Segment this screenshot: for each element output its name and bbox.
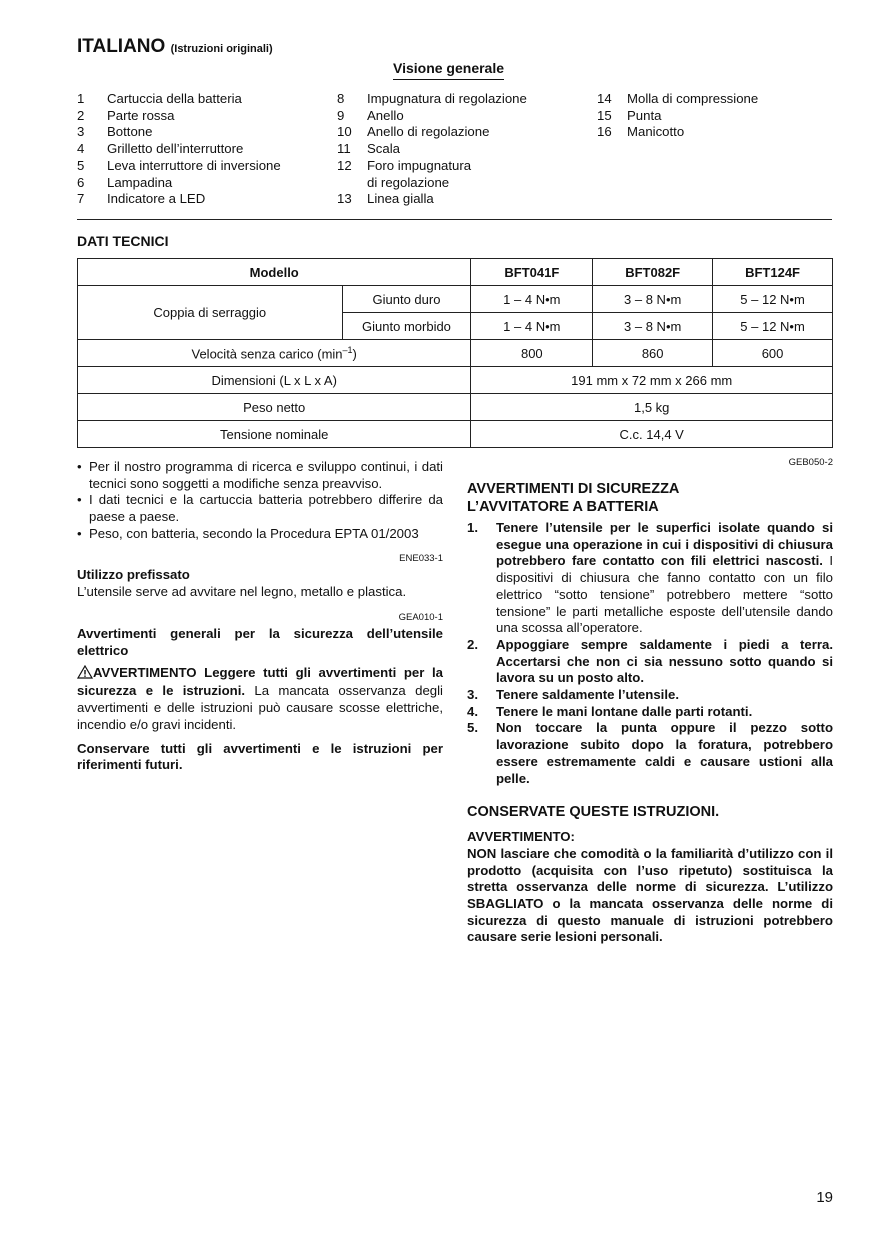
warning-triangle-icon <box>77 665 93 684</box>
intended-use-heading: Utilizzo prefissato <box>77 567 190 583</box>
table-cell: 3 – 8 N•m <box>593 286 713 313</box>
language-heading: ITALIANO <box>77 36 166 57</box>
model-label: Modello <box>78 259 471 286</box>
dimensions-label: Dimensioni (L x L x A) <box>78 367 471 394</box>
section-code: ENE033-1 <box>399 552 443 564</box>
list-item: 14 Molla di compressione <box>597 91 759 106</box>
table-row <box>78 367 833 394</box>
warning-text: NON lasciare che comodità o la familiarità d’utilizzo con il prodotto (acquisita con l’uso ripetuto) sostituisca la stretta osservanza delle norme di sicurezza. L’utilizzo SBAGLIATO o la mancata osservanza delle norme di sicurezza di questo manuale di istruzioni potrebbero causare serie lesioni personali. <box>467 845 833 945</box>
model-cell: BFT082F <box>593 259 713 286</box>
table-row <box>78 340 833 367</box>
list-item: 9 Anello <box>337 107 404 123</box>
specs-title: DATI TECNICI <box>77 233 169 249</box>
weight-label: Peso netto <box>78 394 471 421</box>
model-cell: BFT124F <box>713 259 833 286</box>
list-item: 4. Tenere le mani lontane dalle parti rotanti. <box>467 703 753 719</box>
table-row <box>78 286 833 313</box>
table-cell: 1 – 4 N•m <box>471 313 593 340</box>
list-item: • I dati tecnici e la cartuccia batteria potrebbero differire da paese a paese. <box>77 492 443 525</box>
hard-joint-label: Giunto duro <box>342 286 471 313</box>
table-cell: 1,5 kg <box>471 394 833 421</box>
table-cell: 3 – 8 N•m <box>593 313 713 340</box>
table-cell: 800 <box>471 340 593 367</box>
list-item: 8 Impugnatura di regolazione <box>337 91 527 106</box>
warning-label: AVVERTIMENTO: <box>467 829 575 845</box>
table-cell: C.c. 14,4 V <box>471 421 833 448</box>
table-row <box>78 394 833 421</box>
table-cell: 860 <box>593 340 713 367</box>
list-item: 4 Grilletto dell’interruttore <box>77 141 244 157</box>
soft-joint-label: Giunto morbido <box>342 313 471 340</box>
list-item: 1 Cartuccia della batteria <box>77 91 242 106</box>
torque-label: Coppia di serraggio <box>78 286 343 340</box>
voltage-label: Tensione nominale <box>78 421 471 448</box>
list-item: 11 Scala <box>337 141 400 157</box>
list-item: 16 Manicotto <box>597 124 685 140</box>
section-divider <box>77 219 832 220</box>
table-row <box>78 259 833 286</box>
safety-list <box>467 520 833 787</box>
table-cell: 600 <box>713 340 833 367</box>
general-safety-heading: Avvertimenti generali per la sicurezza dell’utensile elettrico <box>77 626 443 659</box>
list-item: 12 Foro impugnatura <box>337 157 472 173</box>
list-item: 15 Punta <box>597 107 662 123</box>
page-title <box>77 36 273 58</box>
list-item: 5 Leva interruttore di inversione <box>77 157 281 173</box>
list-item: 1. Tenere l’utensile per le superfici isolate quando si esegue una operazione in cui i dispositivi di chiusura potrebbero fare contatto con fili elettrici nascosti. I dispositivi di chiusura che fanno contatto con un filo elettrico “sotto tensione” potrebbero mettere “sotto tensione” le parti metalliche esposte dell’utensile dando una scossa all’operatore. <box>467 520 833 636</box>
table-cell: 191 mm x 72 mm x 266 mm <box>471 367 833 394</box>
model-cell: BFT041F <box>471 259 593 286</box>
list-item: • Peso, con batteria, secondo la Procedura EPTA 01/2003 <box>77 525 419 541</box>
table-cell: 5 – 12 N•m <box>713 286 833 313</box>
list-item: 10 Anello di regolazione <box>337 124 490 140</box>
table-row <box>78 421 833 448</box>
list-item: • Per il nostro programma di ricerca e sviluppo continui, i dati tecnici sono soggetti a modifiche senza preavviso. <box>77 459 443 491</box>
specs-table <box>77 258 833 448</box>
speed-label: Velocità senza carico $(\min^{-1})$ <box>78 340 471 367</box>
section-code: GEB050-2 <box>788 457 833 468</box>
list-item: 2. Appoggiare sempre saldamente i piedi a terra. Accertarsi che non ci sia nessuno sotto quando si lavora su un posto alto. <box>467 636 833 686</box>
intended-use-text: L’utensile serve ad avvitare nel legno, metallo e plastica. <box>77 583 407 599</box>
list-item: 5. Non toccare la punta oppure il pezzo sotto lavorazione subito dopo la foratura, potrebbero essere estremamente caldi e causare ustioni alla pelle. <box>467 720 833 786</box>
parts-list-column-2 <box>337 91 592 208</box>
list-item: 13 Linea gialla <box>337 191 434 207</box>
right-column <box>467 457 833 946</box>
table-cell: 1 – 4 N•m <box>471 286 593 313</box>
table-cell: 5 – 12 N•m <box>713 313 833 340</box>
general-warning: AVVERTIMENTO Leggere tutti gli avvertimenti per la sicurezza e le istruzioni. La mancata osservanza degli avvertimenti e delle istruzioni può causare scosse elettriche, incendio e/o gravi incidenti. <box>77 664 443 732</box>
list-item: 3. Tenere saldamente l’utensile. <box>467 687 679 703</box>
page-number: 19 <box>816 1189 833 1206</box>
language-subtitle: (Istruzioni originali) <box>170 43 273 55</box>
parts-list-column-1 <box>77 91 332 208</box>
list-item: 2 Parte rossa <box>77 107 175 123</box>
parts-list-column-3 <box>597 91 832 141</box>
list-item: 6 Lampadina <box>77 174 173 190</box>
section-code: GEA010-1 <box>398 611 443 623</box>
overview-heading: Visione generale <box>393 60 504 80</box>
list-item: 3 Bottone <box>77 124 153 140</box>
screwdriver-safety-heading: AVVERTIMENTI DI SICUREZZA L’AVVITATORE A BATTERIA <box>467 481 680 515</box>
left-column <box>77 459 443 774</box>
list-item: 7 Indicatore a LED <box>77 191 206 207</box>
conserve-heading: CONSERVATE QUESTE ISTRUZIONI. <box>467 804 720 821</box>
keep-instructions: Conservare tutti gli avvertimenti e le istruzioni per riferimenti futuri. <box>77 740 443 773</box>
list-item: di regolazione <box>367 174 450 190</box>
